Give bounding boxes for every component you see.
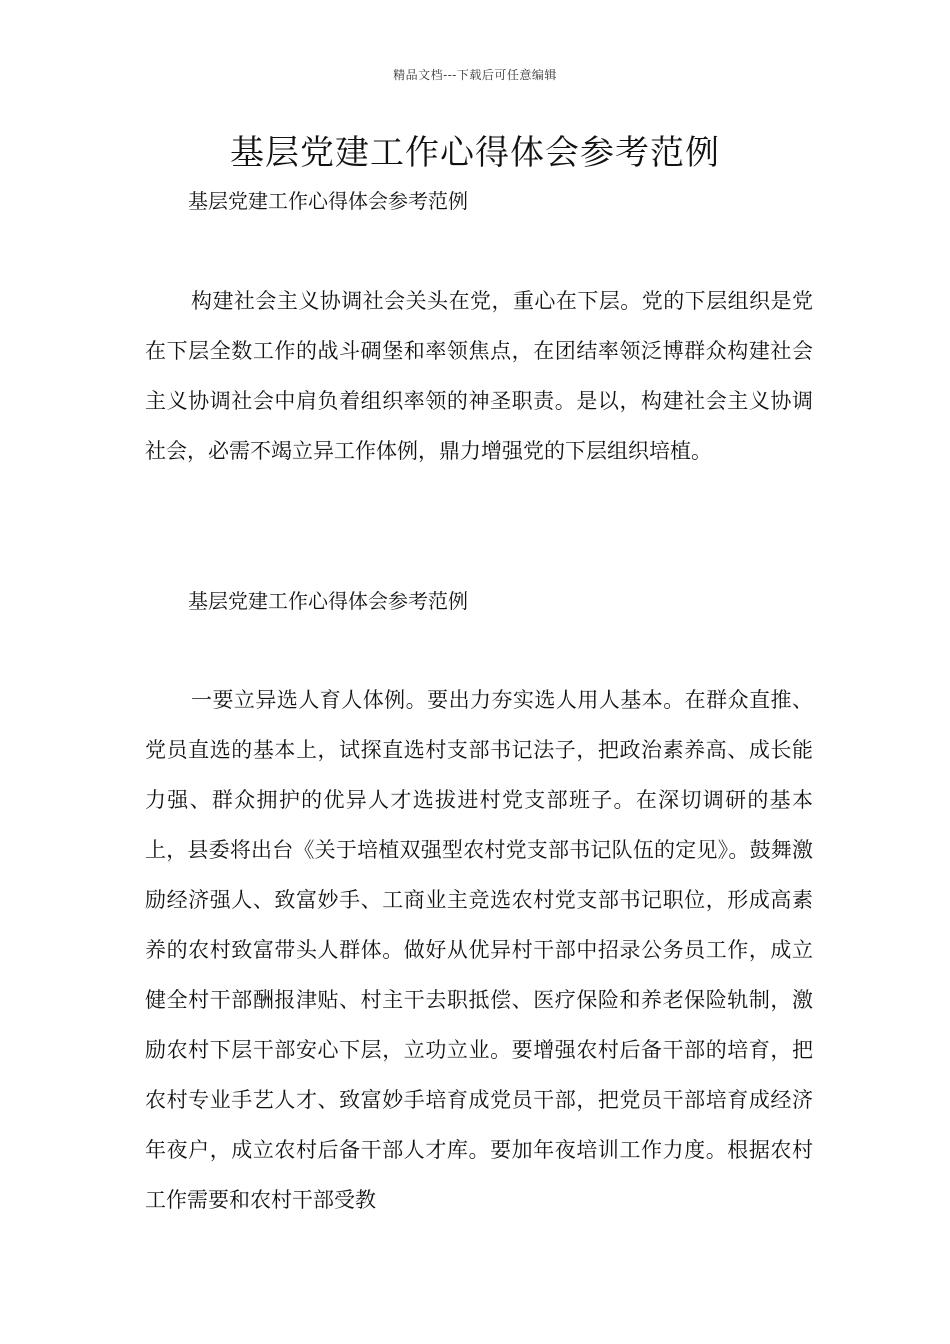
subtitle-heading: 基层党建工作心得体会参考范例 — [188, 589, 468, 613]
body-paragraph: 构建社会主义协调社会关头在党，重心在下层。党的下层组织是党在下层全数工作的战斗碉堡和率领焦点，在团结率领泛博群众构建社会主义协调社会中肩负着组织率领的神圣职责。是以，构建社会主义协调社会，必需不竭立异工作体例，鼎力增强党的下层组织培植。 — [145, 289, 813, 463]
header-note: 精品文档---下载后可任意编辑 — [393, 68, 557, 82]
subtitle-heading: 基层党建工作心得体会参考范例 — [188, 189, 468, 213]
document-title: 基层党建工作心得体会参考范例 — [230, 133, 720, 173]
body-paragraph: 一要立异选人育人体例。要出力夯实选人用人基本。在群众直推、党员直选的基本上，试探直选村支部书记法子，把政治素养高、成长能力强、群众拥护的优异人才选拔进村党支部班子。在深切调研的基本上，县委将出台《关于培植双强型农村党支部书记队伍的定见》。鼓舞激励经济强人、致富妙手、工商业主竞选农村党支部书记职位，形成高素养的农村致富带头人群体。做好从优异村干部中招录公务员工作，成立健全村干部酬报津贴、村主干去职抵偿、医疗保险和养老保险轨制，激励农村下层干部安心下层，立功立业。要增强农村后备干部的培育，把农村专业手艺人才、致富妙手培育成党员干部，把党员干部培育成经济年夜户，成立农村后备干部人才库。要加年夜培训工作力度。根据农村工作需要和农村干部受教 — [145, 688, 813, 1212]
